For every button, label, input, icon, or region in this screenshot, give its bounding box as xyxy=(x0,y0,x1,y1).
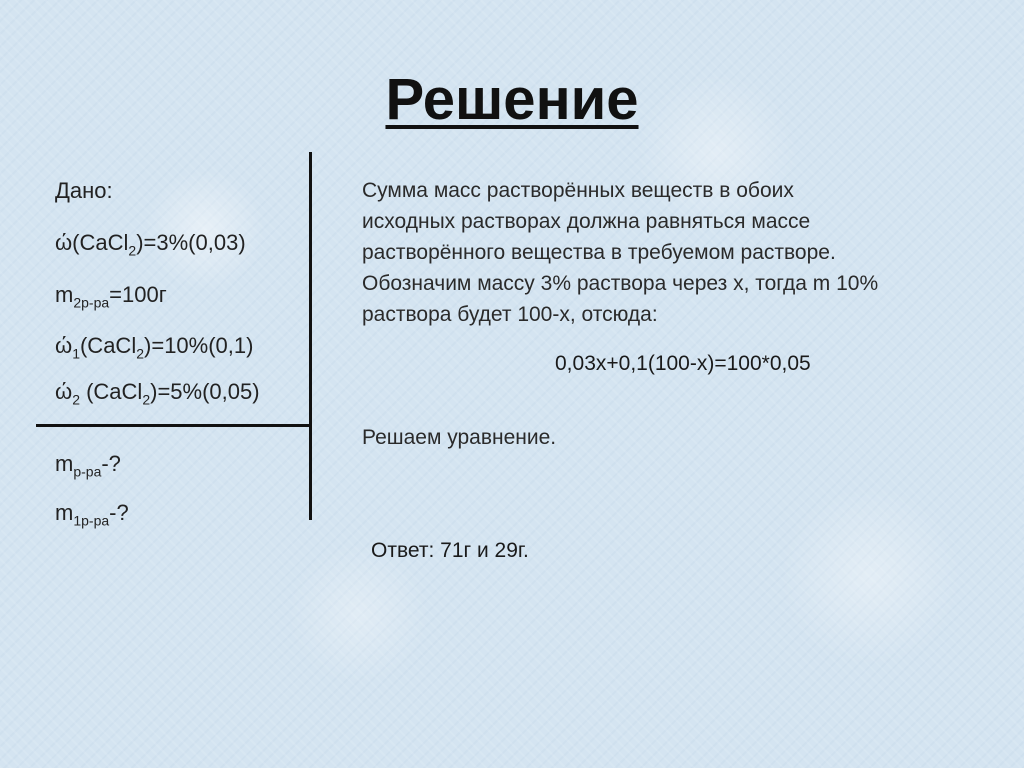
vertical-divider xyxy=(309,152,312,520)
given-header: Дано: xyxy=(55,178,113,203)
solution-line: растворённого вещества в требуемом растворе. xyxy=(362,241,836,264)
given-mass-fraction-2: $ώ_2$ (CaCl$_2$)=5%(0,05) xyxy=(55,379,260,408)
slide-title: Решение xyxy=(385,67,639,132)
solution-line: Сумма масс растворённых веществ в обоих xyxy=(362,179,794,202)
answer: Ответ: 71г и 29г. xyxy=(371,539,529,562)
solve-statement: Решаем уравнение. xyxy=(362,426,557,449)
equation: 0,03х+0,1(100-х)=100*0,05 xyxy=(555,352,811,375)
given-mass-solution-2: $m_{2р-ра}=100г$ xyxy=(55,282,167,311)
given-mass-fraction: ώ(CaCl$_2$)=3%(0,03) xyxy=(55,230,246,259)
solution-line: раствора будет 100-х, отсюда: xyxy=(362,303,658,326)
solution-line: Обозначим массу 3% раствора через х, тогда m 10% xyxy=(362,272,879,295)
find-mass-solution-1: $m_{1р-ра}-$? xyxy=(55,500,129,529)
given-mass-fraction-1: $ώ_1(CaCl_2)=10\%(0,1)$ xyxy=(55,333,254,362)
solution-paragraph xyxy=(362,175,1012,330)
solution-line: исходных растворах должна равняться массе xyxy=(362,210,811,233)
find-mass-solution: $m_{р-ра}-$? xyxy=(55,451,121,480)
horizontal-divider xyxy=(36,424,311,427)
